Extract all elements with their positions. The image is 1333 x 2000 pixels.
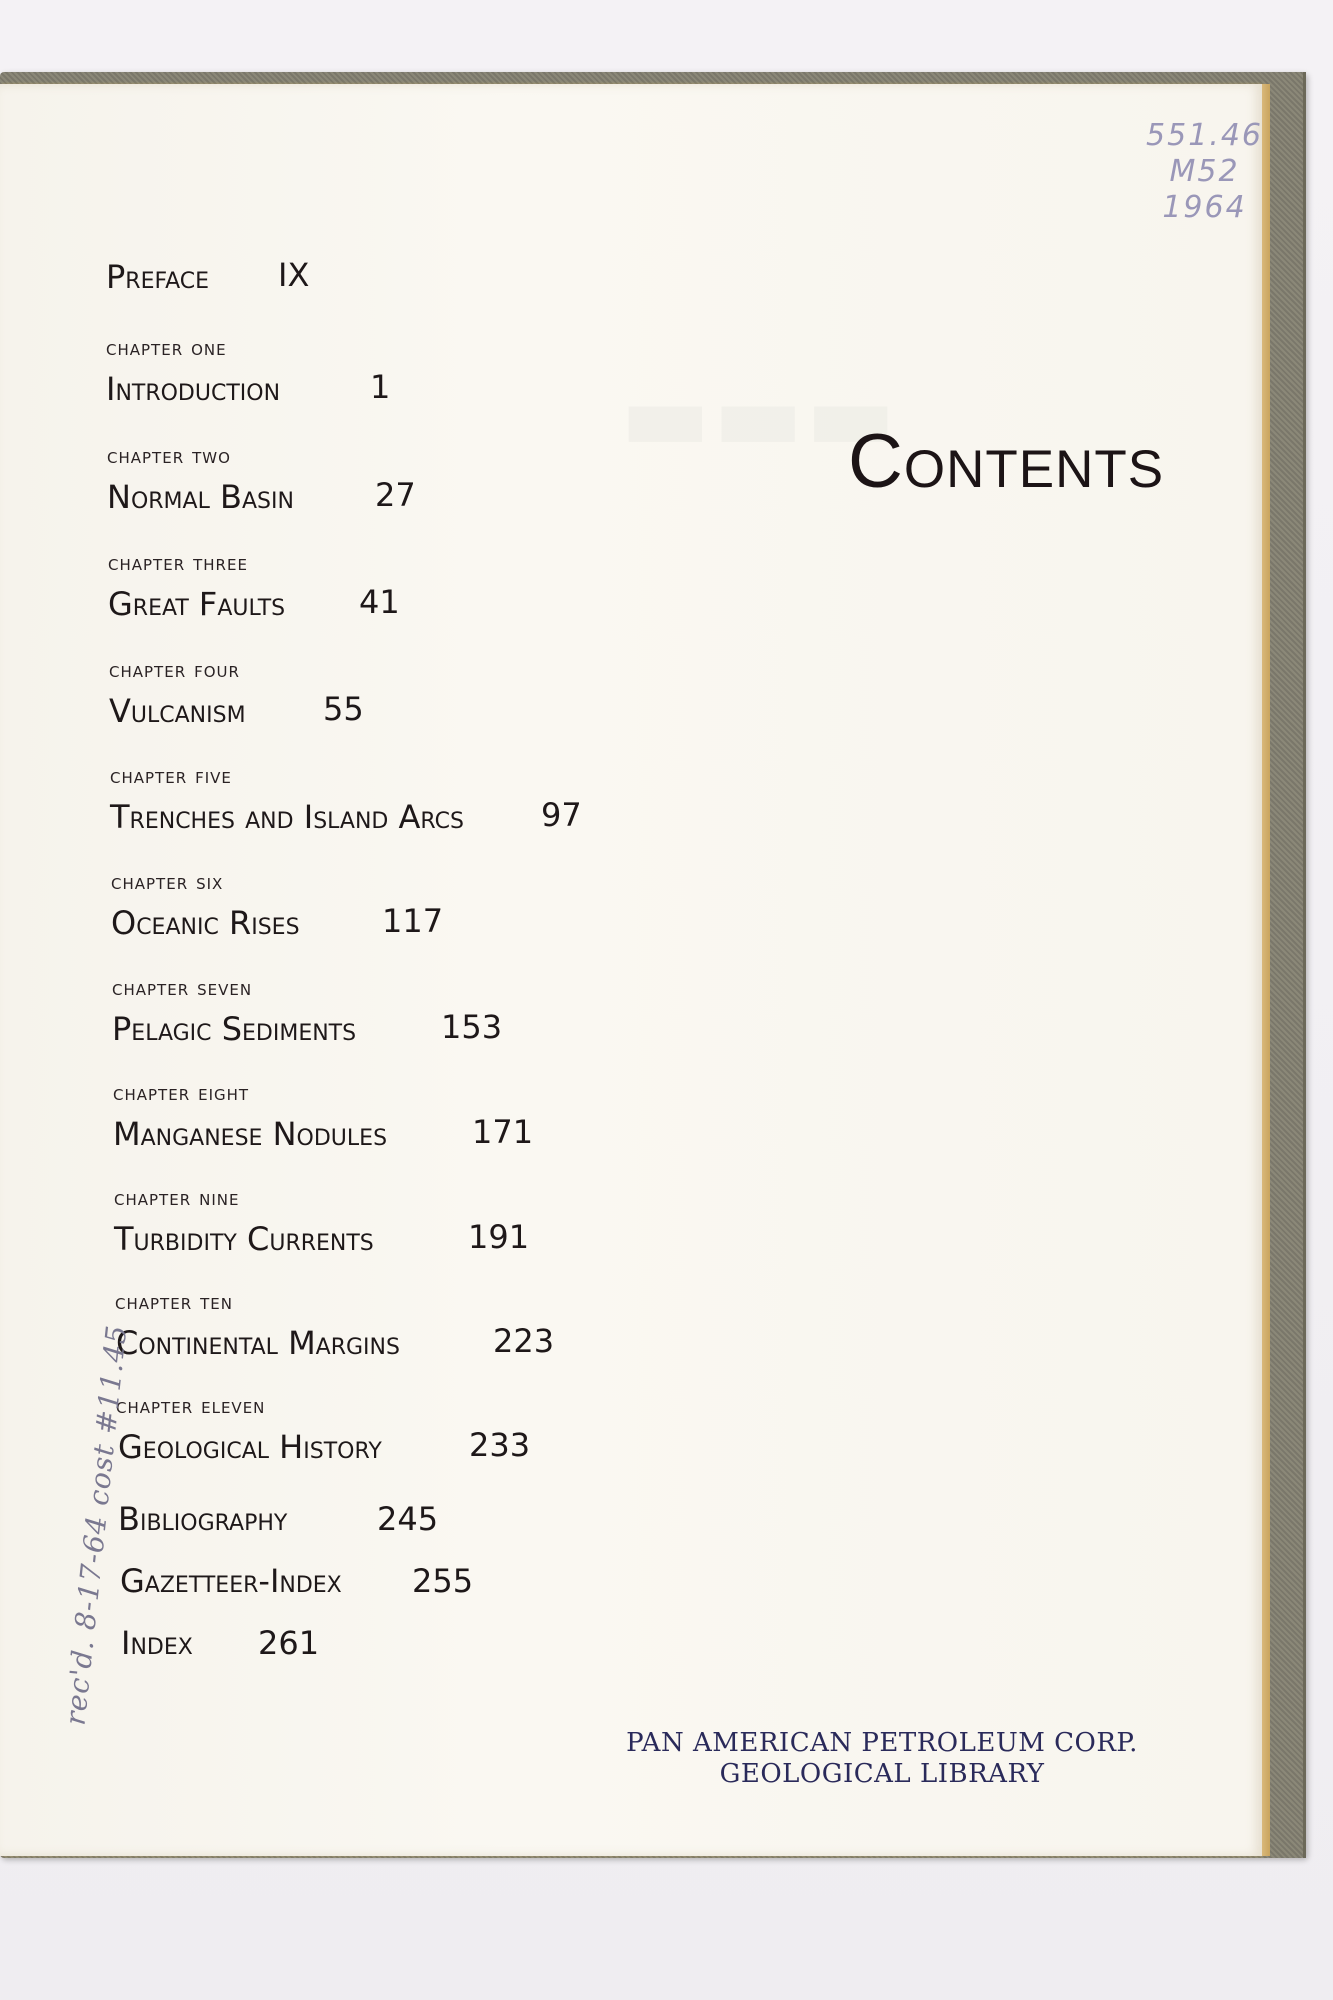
- toc-back-matter-page: 245: [377, 1500, 439, 1538]
- toc-chapter-label: chapter seven: [112, 976, 253, 1001]
- toc-chapter-title: Oceanic Rises: [111, 904, 300, 942]
- toc-chapter-title: Manganese Nodules: [113, 1115, 388, 1153]
- toc-chapter-page: 191: [468, 1218, 530, 1256]
- toc-back-matter-page: 255: [412, 1562, 474, 1600]
- toc-chapter-page: 1: [370, 368, 391, 406]
- toc-chapter-label: chapter four: [109, 658, 240, 683]
- toc-chapter-title: Geological History: [118, 1428, 382, 1466]
- stamp-line: PAN AMERICAN PETROLEUM CORP.: [626, 1728, 1138, 1758]
- call-number-line: 551.46: [1146, 118, 1263, 153]
- toc-chapter-page: 153: [441, 1008, 503, 1046]
- toc-chapter-label: chapter eleven: [116, 1394, 266, 1419]
- toc-chapter-title: Trenches and Island Arcs: [110, 798, 464, 836]
- toc-chapter-title: Vulcanism: [109, 692, 246, 730]
- call-number-line: M52: [1169, 154, 1240, 189]
- toc-back-matter-page: 261: [258, 1624, 320, 1662]
- handwritten-margin-note: rec'd. 8-17-64 cost #11.45: [58, 1323, 134, 1727]
- toc-chapter-page: 97: [541, 796, 582, 834]
- toc-chapter-label: chapter five: [110, 764, 232, 789]
- toc-chapter-page: 223: [493, 1322, 555, 1360]
- toc-chapter-label: chapter two: [107, 444, 231, 469]
- toc-back-matter-title: Gazetteer-Index: [120, 1562, 342, 1600]
- toc-chapter-title: Turbidity Currents: [114, 1220, 374, 1258]
- toc-chapter-title: Great Faults: [108, 585, 286, 623]
- stamp-line: GEOLOGICAL LIBRARY: [719, 1759, 1045, 1789]
- toc-chapter-title: Pelagic Sediments: [112, 1010, 357, 1048]
- toc-chapter-title: Continental Margins: [116, 1324, 400, 1362]
- call-number: [1146, 118, 1263, 226]
- toc-chapter-page: 55: [323, 690, 364, 728]
- page-title: Contents: [848, 419, 1165, 504]
- toc-chapter-page: 41: [359, 583, 400, 621]
- toc-chapter-label: chapter six: [111, 870, 224, 895]
- toc-chapter-page: 233: [469, 1426, 531, 1464]
- show-through-marks: ▬▬▬: [620, 360, 899, 472]
- toc-chapter-title: Introduction: [106, 370, 281, 408]
- toc-preface-title: Preface: [106, 258, 210, 296]
- call-number-line: 1964: [1162, 190, 1247, 225]
- page-edge: [1262, 84, 1270, 1856]
- toc-chapter-label: chapter eight: [113, 1081, 250, 1106]
- toc-chapter-page: 117: [382, 902, 444, 940]
- toc-preface-page: IX: [278, 256, 310, 294]
- toc-chapter-page: 27: [375, 476, 416, 514]
- toc-chapter-label: chapter three: [108, 551, 248, 576]
- toc-chapter-title: Normal Basin: [107, 478, 294, 516]
- toc-chapter-label: chapter nine: [114, 1186, 240, 1211]
- toc-back-matter-title: Bibliography: [118, 1500, 288, 1538]
- toc-chapter-page: 171: [472, 1113, 534, 1151]
- library-stamp: [622, 1728, 1142, 1790]
- toc-back-matter-title: Index: [121, 1624, 193, 1662]
- toc-chapter-label: chapter ten: [115, 1290, 233, 1315]
- toc-chapter-label: chapter one: [106, 336, 227, 361]
